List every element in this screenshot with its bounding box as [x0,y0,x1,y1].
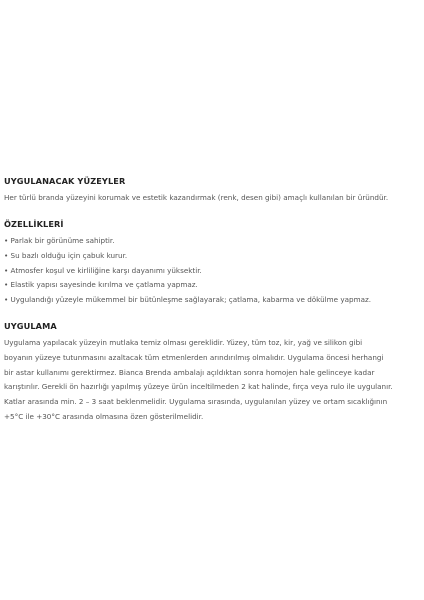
feature-item: • Uygulandığı yüzeyle mükemmel bir bütünleşme sağlayarak; çatlama, kabarma ve dökülme yapmaz. [4,295,372,305]
application-line: Uygulama yapılacak yüzeyin mutlaka temiz olması gereklidir. Yüzey, tüm toz, kir, yağ ve silikon gibi [4,338,363,347]
feature-item: • Elastik yapısı sayesinde kırılma ve çatlama yapmaz. [4,280,198,290]
features-list [4,234,371,308]
feature-item: • Su bazlı olduğu için çabuk kurur. [4,250,128,260]
surfaces-text: Her türlü branda yüzeyini korumak ve estetik kazandırmak (renk, desen gibi) amaçlı kullanılan bir üründür. [4,193,389,202]
section-features [4,219,371,308]
application-line: bir astar kullanımı gerektirmez. Bianca Brenda ambalajı açıldıktan sonra homojen hale gelinceye kadar [4,367,375,377]
application-line: Katlar arasında min. 2 – 3 saat beklenmelidir. Uygulama sırasında, uygulanılan yüzey ve ortam sıcaklığının [4,397,388,407]
section-application [4,321,393,425]
section-heading-application: UYGULAMA [4,321,57,331]
application-line: karıştırılır. Gerekli ön hazırlığı yapılmış yüzeye ürün inceltilmeden 2 kat halinde, fırça veya rulo ile uygulanır. [4,382,393,392]
feature-item: • Parlak bir görünüme sahiptir. [4,236,115,245]
application-line: +5°C ile +30°C arasında olmasına özen gösterilmelidir. [4,411,204,421]
section-heading-features: ÖZELLİKLERİ [4,219,64,229]
application-text [4,336,393,425]
section-surfaces [4,176,388,206]
section-heading-surfaces: UYGULANACAK YÜZEYLER [4,176,126,186]
feature-item: • Atmosfer koşul ve kirliliğine karşı dayanımı yüksektir. [4,265,202,275]
application-line: boyanın yüzeye tutunmasını azaltacak tüm etmenlerden arındırılmış olmalıdır. Uygulama öncesi herhangi [4,352,384,362]
